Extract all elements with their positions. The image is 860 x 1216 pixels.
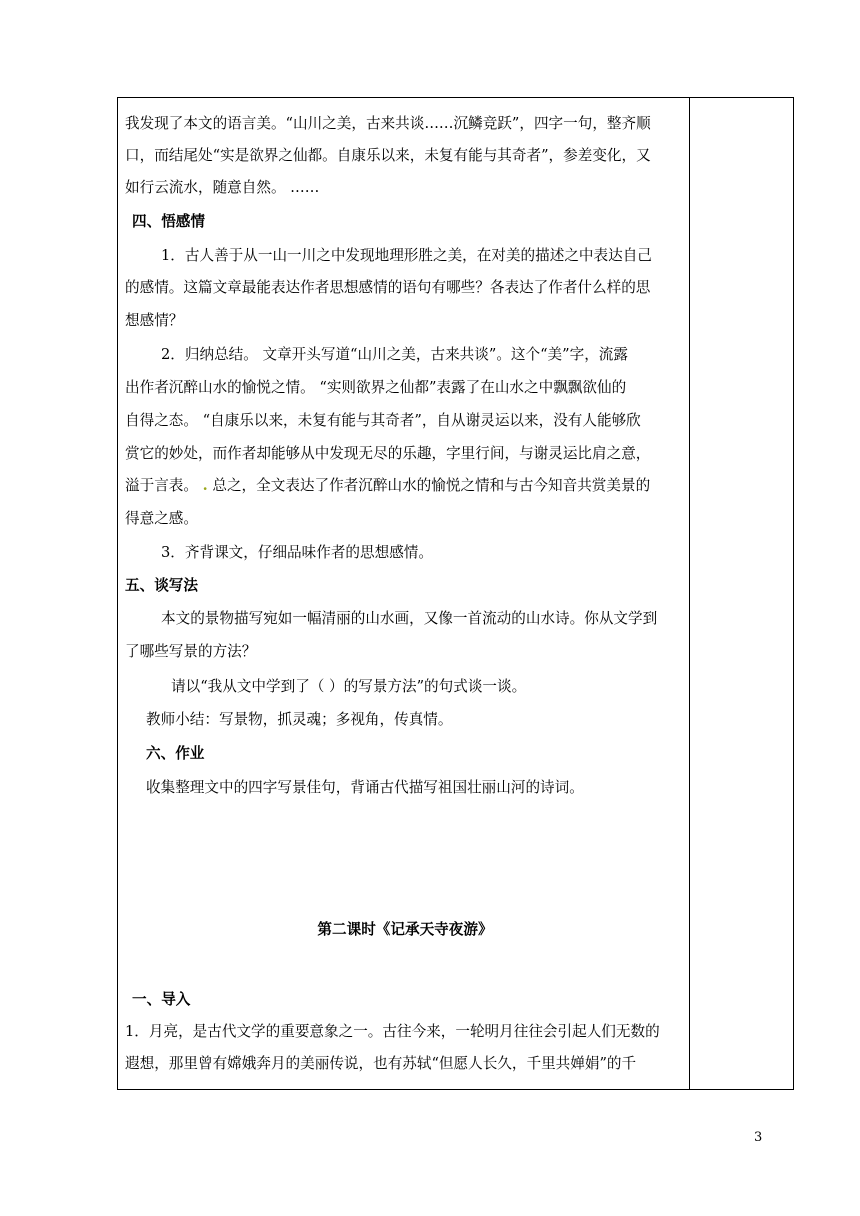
- text-line: 遐想，那里曾有嫦娥奔月的美丽传说，也有苏轼“但愿人长久，千里共婵娟”的千: [125, 1055, 637, 1072]
- text-line: 如行云流水，随意自然。 ……: [125, 179, 320, 196]
- text-line: 1．月亮，是古代文学的重要意象之一。古往今来，一轮明月往往会引起人们无数的: [125, 1023, 660, 1040]
- section-heading: 四、悟感情: [132, 213, 205, 230]
- text-line: 3．齐背课文，仔细品味作者的思想感情。: [161, 544, 433, 561]
- text-line: 自得之态。 “自康乐以来，未复有能与其奇者”，自从谢灵运以来，没有人能够欣: [125, 412, 641, 429]
- text-line: 的感情。这篇文章最能表达作者思想感情的语句有哪些？各表达了作者什么样的思: [125, 279, 651, 296]
- text-line: 了哪些写景的方法？: [125, 643, 257, 660]
- text-segment: 总之，全文表达了作者沉醉山水的愉悦之情和与古今知音共赏美景的: [212, 477, 651, 494]
- text-line: 出作者沉醉山水的愉悦之情。 “实则欲界之仙都”表露了在山水之中飘飘欲仙的: [125, 379, 627, 396]
- text-line: 我发现了本文的语言美。“山川之美，古来共谈……沉鳞竞跃”，四字一句，整齐顺: [125, 115, 651, 132]
- text-line: [125, 476, 650, 496]
- lesson-title: 第二课时《记承天寺夜游》: [317, 921, 493, 938]
- table-column-divider: [689, 97, 690, 1090]
- text-line: 2．归纳总结。 文章开头写道“山川之美，古来共谈”。这个“美”字，流露: [161, 346, 628, 363]
- section-heading: 五、谈写法: [125, 577, 198, 594]
- text-line: 得意之感。: [125, 510, 198, 527]
- page-number: 3: [754, 1130, 763, 1145]
- text-line: 1．古人善于从一山一川之中发现地理形胜之美，在对美的描述之中表达自己: [161, 247, 652, 264]
- text-line: 收集整理文中的四字写景佳句，背诵古代描写祖国壮丽山河的诗词。: [146, 779, 584, 796]
- text-line: 口，而结尾处“实是欲界之仙都。自康乐以来，未复有能与其奇者”，参差变化，又: [125, 147, 651, 164]
- text-line: 本文的景物描写宛如一幅清丽的山水画，又像一首流动的山水诗。你从文学到: [161, 610, 658, 627]
- text-line: 教师小结：写景物，抓灵魂；多视角，传真情。: [146, 711, 453, 728]
- text-line: 请以“我从文中学到了（ ）的写景方法”的句式谈一谈。: [171, 678, 527, 695]
- text-line: 赏它的妙处，而作者却能够从中发现无尽的乐趣，字里行间，与谢灵运比肩之意，: [125, 445, 651, 462]
- bullet-dot: .: [202, 477, 208, 494]
- text-line: 想感情？: [125, 312, 184, 329]
- section-heading: 六、作业: [146, 745, 205, 762]
- text-segment: 溢于言表。: [125, 477, 198, 494]
- section-heading: 一、导入: [132, 991, 191, 1008]
